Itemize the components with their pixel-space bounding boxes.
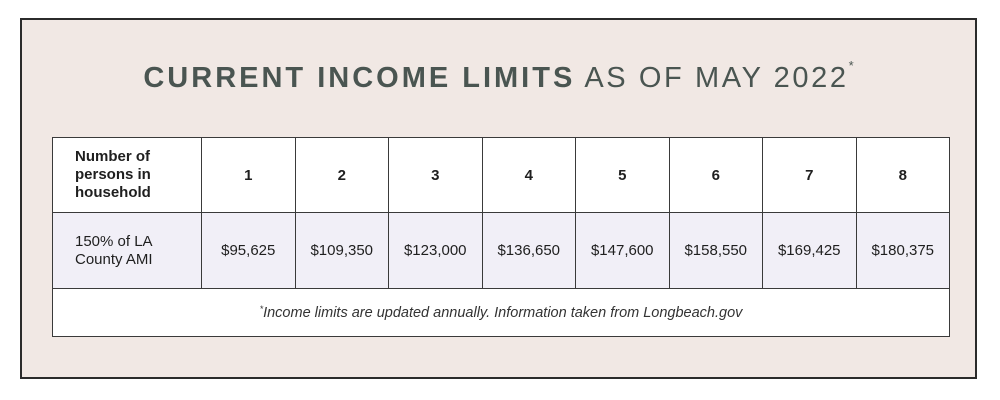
household-size-3: 3	[389, 138, 483, 213]
footnote-text: Income limits are updated annually. Information taken from Longbeach.gov	[263, 304, 743, 321]
household-size-2: 2	[295, 138, 389, 213]
income-limits-table	[52, 137, 950, 337]
title-date: AS OF MAY 2022	[575, 62, 849, 94]
income-limit-7: $169,425	[763, 213, 857, 289]
income-limit-6: $158,550	[669, 213, 763, 289]
household-size-7: 7	[763, 138, 857, 213]
household-size-4: 4	[482, 138, 576, 213]
table-row	[53, 213, 950, 289]
title-asterisk: *	[848, 58, 854, 73]
income-limit-8: $180,375	[856, 213, 950, 289]
income-limit-2: $109,350	[295, 213, 389, 289]
household-size-6: 6	[669, 138, 763, 213]
footnote-asterisk: *	[259, 303, 264, 314]
title-bold: CURRENT INCOME LIMITS	[143, 62, 576, 94]
income-limits-card	[20, 18, 977, 379]
header-label: Number of persons in household	[53, 138, 202, 213]
footnote-row	[53, 289, 950, 337]
household-size-1: 1	[202, 138, 296, 213]
income-limit-1: $95,625	[202, 213, 296, 289]
household-size-8: 8	[856, 138, 950, 213]
footnote	[53, 289, 950, 337]
income-limit-3: $123,000	[389, 213, 483, 289]
income-limit-4: $136,650	[482, 213, 576, 289]
table-header-row	[53, 138, 950, 213]
household-size-5: 5	[576, 138, 670, 213]
row-label: 150% of LA County AMI	[53, 213, 202, 289]
page-title	[22, 58, 975, 95]
income-limit-5: $147,600	[576, 213, 670, 289]
